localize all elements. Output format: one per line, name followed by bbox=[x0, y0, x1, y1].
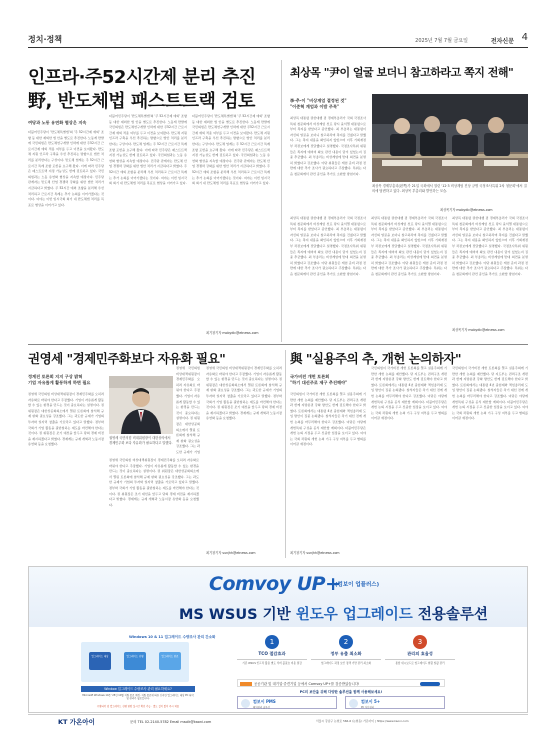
ad-feature-1-icon: 1 bbox=[265, 635, 279, 649]
ad-feature-1-title: TCO 절감효과 bbox=[237, 651, 307, 660]
article2-col2: 최상목 대통령 권한대행 겸 경제부총리가 국회 국정조사특위 청문회에서 비상계엄 선포 당시 윤석열 대통령으로부터 쪽지를 받았다고 증언했다. 최 부총리는 대통령이 자신의 얼굴을 보더니 참고하라며 쪽지를 건넸다고 말했다. 그는 쪽지 내용을 확인하지 않았으며 이후 기획재정부 차관보에게 전달했다고 설명했다. 국정조사특위 위원들은 쪽지에 예비비 확보 관련 내용이 담겨 있었는지 집중 추궁했다. 최 부총리는 비상계엄에 반대 의견을 분명히 밝혔다고 강조했다. 야당 위원들은 계엄 준비 과정 전반에 대한 추가 조사가 필요하다고 주장했다. 특위는 다음 청문회에서 관련 증인을 추가로 소환할 방침이다. bbox=[371, 216, 447, 276]
section-divider bbox=[28, 344, 528, 345]
article4-byline: 최기창기자 sunjhh@etnews.com bbox=[290, 551, 340, 555]
article3-subhead bbox=[28, 374, 90, 386]
article2-photo bbox=[372, 94, 528, 182]
issue-date: 2025년 7월 7월 금요일 bbox=[415, 38, 468, 44]
ad-pc-note: PC의 보안을 위해 다양한 솔루션을 함께 사용해보세요! bbox=[299, 690, 383, 694]
article1-col3: 더불어민주당이 '반도체특별법'의 '주 52시간제 예외' 조항 등 대한 제외한 법 안을 별도로 추진한다. 노동계 반발에 국민의힘은 반도체연구개발 인력에 대한 주52시간 근로시간제 예외 적용 여부를 두고 이견을 보여왔다. 반도체 지원 인프라 구축을 우선 추진하는 방향으로 법안 처리를 분리한다는 구상이다. 반도체 업계는 주 52시간 근로시간 특례 조항 포함을 요구해 왔다. 이에 따라 민주당은 패스트트랙 지정 가능성도 함께 검토하고 있다. 국민의힘과는 노동 유연화 협상을 지속할 예정이다. 민주당 관계자는 반도체 산업 경쟁력 강화를 위한 법안 처리가 시급하다고 밝혔다. 주 52시간 예외 조항을 분리해 우선 처리하고 근로시간 특례는 추가 논의를 이어가겠다는 것이다. 여야는 이번 임시국회 회기 내 반도체법 처리를 목표로 협상을 이어가고 있다. bbox=[192, 114, 270, 186]
ad-banner bbox=[237, 679, 445, 687]
article4-subhead-line2: "하기 대선주로 제구 추진해야" bbox=[290, 380, 348, 385]
article3-headline: 권영세 "경제민주화보다 자유화 필요" bbox=[28, 351, 226, 366]
ad-question-bar: Window 업그레이드 수량조사 관리 필요하세요? bbox=[81, 686, 195, 692]
article4-headline: 與 "실용주의 추, 개헌 논의하자" bbox=[290, 351, 462, 366]
advertisement bbox=[28, 566, 528, 713]
ad-footer bbox=[28, 714, 528, 726]
ad-windows-panel bbox=[81, 642, 189, 682]
page-header bbox=[28, 30, 528, 48]
ad-product-2-desc: PC 자산관리 bbox=[361, 705, 375, 709]
ad-product-1-desc: 패치관리 솔루션 bbox=[253, 705, 270, 709]
ad-win-button-3: 업그레이드 완료 bbox=[159, 652, 181, 670]
ad-feature-1-desc: 기존 WSUS 인프라 활용 별도 서버 불필요 비용 절감 bbox=[242, 662, 302, 665]
article2-col1b: 최상목 대통령 권한대행 겸 경제부총리가 국회 국정조사특위 청문회에서 비상계엄 선포 당시 윤석열 대통령으로부터 쪽지를 받았다고 증언했다. 최 부총리는 대통령이 자신의 얼굴을 보더니 참고하라며 쪽지를 건넸다고 말했다. 그는 쪽지 내용을 확인하지 않았으며 이후 기획재정부 차관보에게 전달했다고 설명했다. 국정조사특위 위원들은 쪽지에 예비비 확보 관련 내용이 담겨 있었는지 집중 추궁했다. 최 부총리는 비상계엄에 반대 의견을 분명히 밝혔다고 강조했다. 야당 위원들은 계엄 준비 과정 전반에 대한 추가 조사가 필요하다고 주장했다. 특위는 다음 청문회에서 관련 증인을 추가로 소환할 방침이다. bbox=[290, 216, 366, 276]
ad-feature-3-icon: 3 bbox=[413, 635, 427, 649]
article2-subhead bbox=[290, 98, 347, 110]
article1-col2: 더불어민주당이 '반도체특별법'의 '주 52시간제 예외' 조항 등 대한 제외한 법 안을 별도로 추진한다. 노동계 반발에 국민의힘은 반도체연구개발 인력에 대한 주52시간 근로시간제 예외 적용 여부를 두고 이견을 보여왔다. 반도체 지원 인프라 구축을 우선 추진하는 방향으로 법안 처리를 분리한다는 구상이다. 반도체 업계는 주 52시간 근로시간 특례 조항 포함을 요구해 왔다. 이에 따라 민주당은 패스트트랙 지정 가능성도 함께 검토하고 있다. 국민의힘과는 노동 유연화 협상을 지속할 예정이다. 민주당 관계자는 반도체 산업 경쟁력 강화를 위한 법안 처리가 시급하다고 밝혔다. 주 52시간 예외 조항을 분리해 우선 처리하고 근로시간 특례는 추가 논의를 이어가겠다는 것이다. 여야는 이번 임시국회 회기 내 반도체법 처리를 목표로 협상을 이어가고 있다. bbox=[109, 114, 187, 186]
article4-col2: 국민의힘이 국가비전 개헌 토론회를 열고 실용주의에 기반한 개헌 논의를 제안했다. 당 지도부는 권력구조 개편과 함께 지방분권 강화 방안도 함께 검토해야 한다고 밝혔다. 토론회에서는 대통령 4년 중임제와 책임총리제 도입 방안이 집중 논의됐다. 참석자들은 차기 대선 전에 개헌 논의를 마무리해야 한다고 강조했다. 여당은 야당에 개헌특위 구성을 공식 제안할 계획이다. 더불어민주당은 개헌 논의 시점을 두고 신중한 입장을 보이고 있다. 여야는 국회 차원의 개헌 논의 기구 구성 여부를 두고 협의를 이어갈 예정이다. bbox=[371, 366, 447, 421]
ad-banner-logo bbox=[240, 682, 252, 686]
article4-col1: 국민의힘이 국가비전 개헌 토론회를 열고 실용주의에 기반한 개헌 논의를 제안했다. 당 지도부는 권력구조 개편과 함께 지방분권 강화 방안도 함께 검토해야 한다고 밝혔다. 토론회에서는 대통령 4년 중임제와 책임총리제 도입 방안이 집중 논의됐다. 참석자들은 차기 대선 전에 개헌 논의를 마무리해야 한다고 강조했다. 여당은 야당에 개헌특위 구성을 공식 제안할 계획이다. 더불어민주당은 개헌 논의 시점을 두고 신중한 입장을 보이고 있다. 여야는 국회 차원의 개헌 논의 기구 구성 여부를 두고 협의를 이어갈 예정이다. bbox=[290, 392, 366, 447]
article1-col1: 더불어민주당이 '반도체특별법'의 '주 52시간제 예외' 조항 등 대한 제외한 법 안을 별도로 추진한다. 노동계 반발에 국민의힘은 반도체연구개발 인력에 대한 주52시간 근로시간제 예외 적용 여부를 두고 이견을 보여왔다. 반도체 지원 인프라 구축을 우선 추진하는 방향으로 법안 처리를 분리한다는 구상이다. 반도체 업계는 주 52시간 근로시간 특례 조항 포함을 요구해 왔다. 이에 따라 민주당은 패스트트랙 지정 가능성도 함께 검토하고 있다. 국민의힘과는 노동 유연화 협상을 지속할 예정이다. 민주당 관계자는 반도체 산업 경쟁력 강화를 위한 법안 처리가 시급하다고 밝혔다. 주 52시간 예외 조항을 분리해 우선 처리하고 근로시간 특례는 추가 논의를 이어가겠다는 것이다. 여야는 이번 임시국회 회기 내 반도체법 처리를 목표로 협상을 이어가고 있다. bbox=[28, 130, 104, 207]
article1-headline bbox=[28, 66, 278, 114]
article2-byline2: 최상목기자 mobydic@etnews.com bbox=[452, 328, 505, 332]
article4-subhead bbox=[290, 374, 347, 386]
monitor-icon bbox=[349, 699, 358, 708]
article4-col3: 국민의힘이 국가비전 개헌 토론회를 열고 실용주의에 기반한 개헌 논의를 제안했다. 당 지도부는 권력구조 개편과 함께 지방분권 강화 방안도 함께 검토해야 한다고 밝혔다. 토론회에서는 대통령 4년 중임제와 책임총리제 도입 방안이 집중 논의됐다. 참석자들은 차기 대선 전에 개헌 논의를 마무리해야 한다고 강조했다. 여당은 야당에 개헌특위 구성을 공식 제안할 계획이다. 더불어민주당은 개헌 논의 시점을 두고 신중한 입장을 보이고 있다. 여야는 국회 차원의 개헌 논의 기구 구성 여부를 두고 협의를 이어갈 예정이다. bbox=[452, 366, 528, 421]
ad-feature-3-title: 관리의 효율성 bbox=[385, 651, 455, 660]
page-number: 4 bbox=[521, 32, 528, 43]
ad-feature-1 bbox=[237, 635, 307, 665]
ad-title bbox=[179, 603, 488, 624]
company-logo: KT 가온아이 bbox=[58, 718, 95, 726]
article3-col3: 권영세 국민의힘 비상대책위원장이 경제민주화를 오히려 자유화로 바꿔야 한다고 주장했다. 기업이 자유롭게 활동할 수 있는 환경을 만드는 것이 중요하다는 설명이다. 권 위원장은 대한상공회의소에서 열린 토론회에 참석해 규제 완화 필요성을 강조했다. 그는 과도한 규제가 기업의 투자와 일자리 창출을 가로막고 있다고 말했다. 정부와 국회가 기업 활동을 뒷받침하는 제도를 마련해야 한다는 것이다. 권 위원장은 조기 대선을 앞두고 당의 경제 비전을 제시하겠다고 밝혔다. 경제계는 규제 개혁과 노동시장 유연화 등을 요청했다. bbox=[206, 366, 282, 421]
ad-win-button-1: 업그레이드 대상 bbox=[89, 652, 111, 670]
ad-product-box-1 bbox=[237, 696, 337, 709]
ad-windows-note: Windows 10 & 11 업그레이드 수량조사 관리 간소화 bbox=[129, 635, 216, 639]
article1-title-line2: 野, 반도체법 패스트트랙 검토 bbox=[28, 91, 255, 112]
ad-win-button-2: 업그레이드 진행 bbox=[124, 652, 146, 670]
ad-title-right: 전용솔루션 bbox=[412, 607, 488, 623]
article2-subhead-line2: "이준혁 계엄과 이밤 주목" bbox=[290, 104, 340, 109]
ad-product-box-2 bbox=[345, 696, 445, 709]
ad-feature-2-title: 정부 유출 최소화 bbox=[311, 651, 381, 660]
article2-photo-caption: 최상목 경제부총리(왼쪽)가 21일 국회에서 열린 '12·3 비상계엄 진상 규명 국정조사특위 2차 청문회'에서 질의에 답변하고 있다. 최상목 부총리와 발언하는 모습. bbox=[372, 184, 527, 193]
article1-byline: 최기창기자 mobydic@etnews.com bbox=[206, 331, 259, 335]
ad-feature-2 bbox=[311, 635, 381, 665]
article3-col2: 권영세 국민의힘 비상대책위원장이 경제민주화를 오히려 자유화로 바꿔야 한다고 주장했다. 기업이 자유롭게 활동할 수 있는 환경을 만드는 것이 중요하다는 설명이다. 권 위원장은 대한상공회의소에서 열린 토론회에 참석해 규제 완화 필요성을 강조했다. 그는 과도한 규제가 기업의 투자와 일자리 창출을 가로막고 있다고 말했다. 정부와 국회가 기업 활동을 뒷받침하는 제도를 마련해야 한다는 것이다. 권 위원장은 조기 대선을 앞두고 당의 경제 비전을 제시하겠다고 밝혔다. 경제계는 규제 개혁과 노동시장 유연화 등을 요청했다. bbox=[109, 458, 199, 507]
ad-feature-2-desc: 업그레이드 과정 보안 정책 기반 관리 최소화 bbox=[320, 662, 372, 665]
contact-info: 문의 TEL 02-2140-5782 Email msolk@kaoni.com bbox=[130, 719, 212, 724]
article1-title-line1: 인프라·주52시간제 분리 추진 bbox=[28, 67, 256, 88]
section-name: 정치·정책 bbox=[28, 35, 62, 44]
ad-feature-2-icon: 2 bbox=[339, 635, 353, 649]
column-divider bbox=[281, 60, 282, 342]
ad-feature-3-desc: 통합 대시보드로 업그레이드 현황 일괄 관리 bbox=[395, 662, 445, 665]
article3-byline: 최기창기자 sunjhh@etnews.com bbox=[206, 551, 256, 555]
ad-product-1-title: 컴보이 PMS bbox=[253, 699, 276, 704]
monitor-icon bbox=[241, 699, 250, 708]
article2-headline: 최상목 "尹이 얼굴 보더니 참고하라고 쪽지 전해" bbox=[290, 66, 514, 79]
ad-product-2-title: 컴보이 5+ bbox=[361, 699, 381, 704]
ad-qa-text: Microsoft Windows 10은 '25년 10월 지원 종료 예정. 지원 종료에 따른 신속한 업그레이드 대상 PC 파악 및 관리가 필요합니다. bbox=[82, 694, 194, 701]
ad-feature-3 bbox=[385, 635, 455, 665]
article3-col1: 권영세 국민의힘 비상대책위원장이 경제민주화를 오히려 자유화로 바꿔야 한다고 주장했다. 기업이 자유롭게 활동할 수 있는 환경을 만드는 것이 중요하다는 설명이다. 권 위원장은 대한상공회의소에서 열린 토론회에 참석해 규제 완화 필요성을 강조했다. 그는 과도한 규제가 기업의 투자와 일자리 창출을 가로막고 있다고 말했다. 정부와 국회가 기업 활동을 뒷받침하는 제도를 마련해야 한다는 것이다. 권 위원장은 조기 대선을 앞두고 당의 경제 비전을 제시하겠다고 밝혔다. 경제계는 규제 개혁과 노동시장 유연화 등을 요청했다. bbox=[28, 392, 104, 447]
ad-title-mid: 윈도우 업그레이드 bbox=[295, 607, 413, 623]
hearing-photo bbox=[372, 94, 528, 182]
ad-banner-text: 공공기관 및 대기업·중견기업 등에서 Comvoy UP+를 검증받았습니다! bbox=[254, 682, 360, 686]
article2-col3: 최상목 대통령 권한대행 겸 경제부총리가 국회 국정조사특위 청문회에서 비상계엄 선포 당시 윤석열 대통령으로부터 쪽지를 받았다고 증언했다. 최 부총리는 대통령이 자신의 얼굴을 보더니 참고하라며 쪽지를 건넸다고 말했다. 그는 쪽지 내용을 확인하지 않았으며 이후 기획재정부 차관보에게 전달했다고 설명했다. 국정조사특위 위원들은 쪽지에 예비비 확보 관련 내용이 담겨 있었는지 집중 추궁했다. 최 부총리는 비상계엄에 반대 의견을 분명히 밝혔다고 강조했다. 야당 위원들은 계엄 준비 과정 전반에 대한 추가 조사가 필요하다고 주장했다. 특위는 다음 청문회에서 관련 증인을 추가로 소환할 방침이다. bbox=[452, 216, 528, 276]
article2-subhead-line1: 李·추·이 "비상계엄 결정된 것" bbox=[290, 98, 347, 103]
ad-banner-pill bbox=[420, 682, 440, 686]
article3-subhead-line1: 정계진 토론회 지지 구상 밝혀 bbox=[28, 374, 83, 379]
ad-title-left: MS WSUS 기반 bbox=[179, 607, 296, 623]
paper-name: 전자신문 bbox=[490, 38, 514, 45]
ad-logo: Comvoy UP+ bbox=[209, 573, 341, 595]
article2-col1: 최상목 대통령 권한대행 겸 경제부총리가 국회 국정조사특위 청문회에서 비상계엄 선포 당시 윤석열 대통령으로부터 쪽지를 받았다고 증언했다. 최 부총리는 대통령이 자신의 얼굴을 보더니 참고하라며 쪽지를 건넸다고 말했다. 그는 쪽지 내용을 확인하지 않았으며 이후 기획재정부 차관보에게 전달했다고 설명했다. 국정조사특위 위원들은 쪽지에 예비비 확보 관련 내용이 담겨 있었는지 집중 추궁했다. 최 부총리는 비상계엄에 반대 의견을 분명히 밝혔다고 강조했다. 야당 위원들은 계엄 준비 과정 전반에 대한 추가 조사가 필요하다고 주장했다. 특위는 다음 청문회에서 관련 증인을 추가로 소환할 방침이다. bbox=[290, 116, 366, 176]
column-divider-2 bbox=[285, 350, 286, 558]
portrait-photo bbox=[109, 376, 173, 434]
article3-subhead-line2: 기업 자유롭게 활동하게 하면 필요 bbox=[28, 380, 91, 385]
article2-byline: 최상목기자 mobydic@etnews.com bbox=[440, 208, 493, 212]
article4-subhead-line1: 국가비전 개헌 토론회 bbox=[290, 374, 330, 379]
ad-logo-subtitle: (컴보이 업플러스) bbox=[335, 582, 380, 588]
article3-photo-caption: 권영세 국민의힘 비대위원장이 대한상의에서 경제민주화 보다 자유화가 필요하다고 말했다. bbox=[109, 436, 173, 445]
article1-subhead: 여당과 노동 유연화 협상은 지속 bbox=[28, 120, 87, 125]
article3-col2-side: 권영세 국민의힘 비상대책위원장이 경제민주화를 오히려 자유화로 바꿔야 한다고 주장했다. 기업이 자유롭게 활동할 수 있는 환경을 만드는 것이 중요하다는 설명이다. 권 위원장은 대한상공회의소에서 열린 토론회에 참석해 규제 완화 필요성을 강조했다. 그는 과도한 규제가 기업 bbox=[176, 366, 200, 454]
company-address: 서울시 강남구 논현로 566-6 (논현동) 가온아이 | https://www.kaoni.com bbox=[316, 719, 409, 723]
article3-photo bbox=[109, 376, 173, 434]
ad-qa-warning: 수량파악 및 업그레이드 진행 현황 실시간 확인 가능 · 별도 설치 없이 즉시 적용 bbox=[96, 705, 180, 708]
